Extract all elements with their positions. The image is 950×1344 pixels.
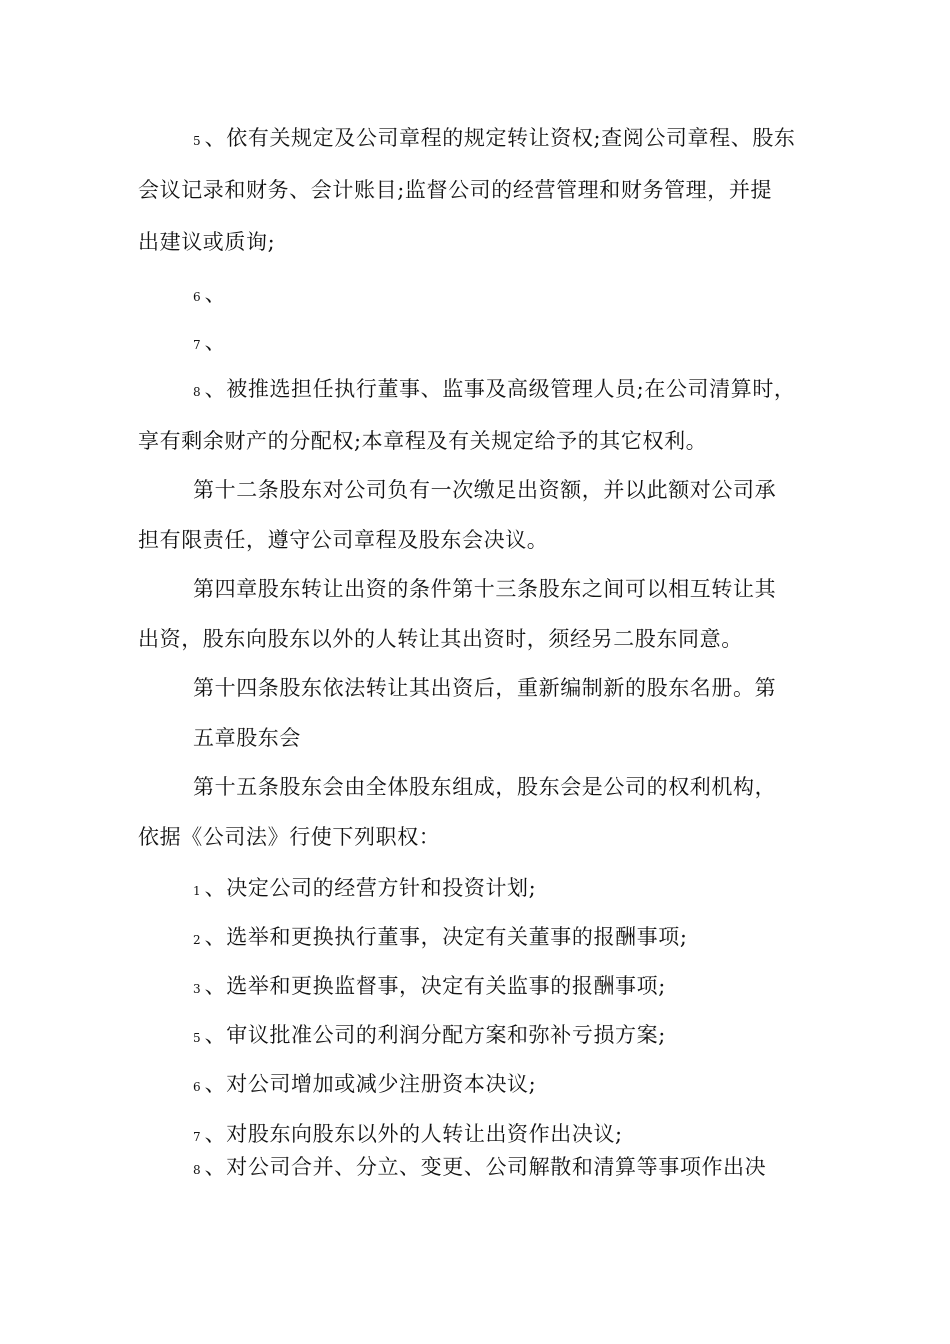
item-number: 1	[193, 884, 201, 898]
item-number: 5	[193, 134, 201, 148]
item-number: 7	[193, 338, 201, 352]
line-text: 、对股东向股东以外的人转让出资作出决议;	[204, 1122, 623, 1146]
item-number: 2	[193, 933, 201, 947]
line-text: 第十二条股东对公司负有一次缴足出资额，并以此额对公司承	[193, 478, 777, 502]
text-line	[193, 972, 666, 1003]
line-text: 、选举和更换执行董事，决定有关董事的报酬事项;	[204, 925, 688, 949]
text-line	[193, 1153, 766, 1184]
line-text: 会议记录和财务、会计账目;监督公司的经营管理和财务管理，并提	[138, 178, 773, 202]
text-line	[193, 773, 776, 801]
text-line	[193, 328, 226, 359]
line-text: 、依有关规定及公司章程的规定转让资权;查阅公司章程、股东	[204, 126, 796, 150]
line-text: 出建议或质询;	[138, 230, 276, 254]
line-text: 依据《公司法》行使下列职权：	[138, 825, 441, 849]
text-line	[193, 874, 536, 905]
text-line	[193, 1120, 623, 1151]
text-line	[138, 176, 772, 204]
line-text: 五章股东会	[193, 726, 301, 750]
text-line	[138, 427, 707, 455]
line-text: 、被推选担任执行董事、监事及高级管理人员;在公司清算时，	[204, 377, 796, 401]
item-number: 6	[193, 1080, 201, 1094]
item-number: 7	[193, 1130, 201, 1144]
item-number: 3	[193, 982, 201, 996]
item-number: 8	[193, 1163, 201, 1177]
text-line	[193, 124, 796, 155]
text-line	[138, 228, 275, 256]
line-text: 第十五条股东会由全体股东组成，股东会是公司的权利机构，	[193, 775, 777, 799]
text-line	[193, 1021, 666, 1052]
text-line	[193, 280, 226, 311]
item-number: 8	[193, 385, 201, 399]
item-number: 6	[193, 290, 201, 304]
line-text: 第四章股东转让出资的条件第十三条股东之间可以相互转让其	[193, 577, 777, 601]
line-text: 担有限责任，遵守公司章程及股东会决议。	[138, 528, 549, 552]
text-line	[193, 724, 301, 752]
text-line	[138, 823, 440, 851]
line-text: 、	[204, 330, 227, 354]
line-text: 、	[204, 282, 227, 306]
line-text: 第十四条股东依法转让其出资后，重新编制新的股东名册。第	[193, 676, 777, 700]
line-text: 享有剩余财产的分配权;本章程及有关规定给予的其它权利。	[138, 429, 708, 453]
text-line	[193, 575, 776, 603]
line-text: 、对公司合并、分立、变更、公司解散和清算等事项作出决	[204, 1155, 767, 1179]
text-line	[193, 476, 776, 504]
text-line	[138, 526, 548, 554]
text-line	[193, 674, 776, 702]
line-text: 、选举和更换监督事，决定有关监事的报酬事项;	[204, 974, 666, 998]
text-line	[193, 1070, 536, 1101]
line-text: 、审议批准公司的利润分配方案和弥补亏损方案;	[204, 1023, 666, 1047]
text-line	[193, 375, 796, 406]
line-text: 、对公司增加或减少注册资本决议;	[204, 1072, 537, 1096]
text-line	[138, 625, 743, 653]
line-text: 、决定公司的经营方针和投资计划;	[204, 876, 537, 900]
text-line	[193, 923, 688, 954]
item-number: 5	[193, 1031, 201, 1045]
line-text: 出资，股东向股东以外的人转让其出资时，须经另二股东同意。	[138, 627, 743, 651]
